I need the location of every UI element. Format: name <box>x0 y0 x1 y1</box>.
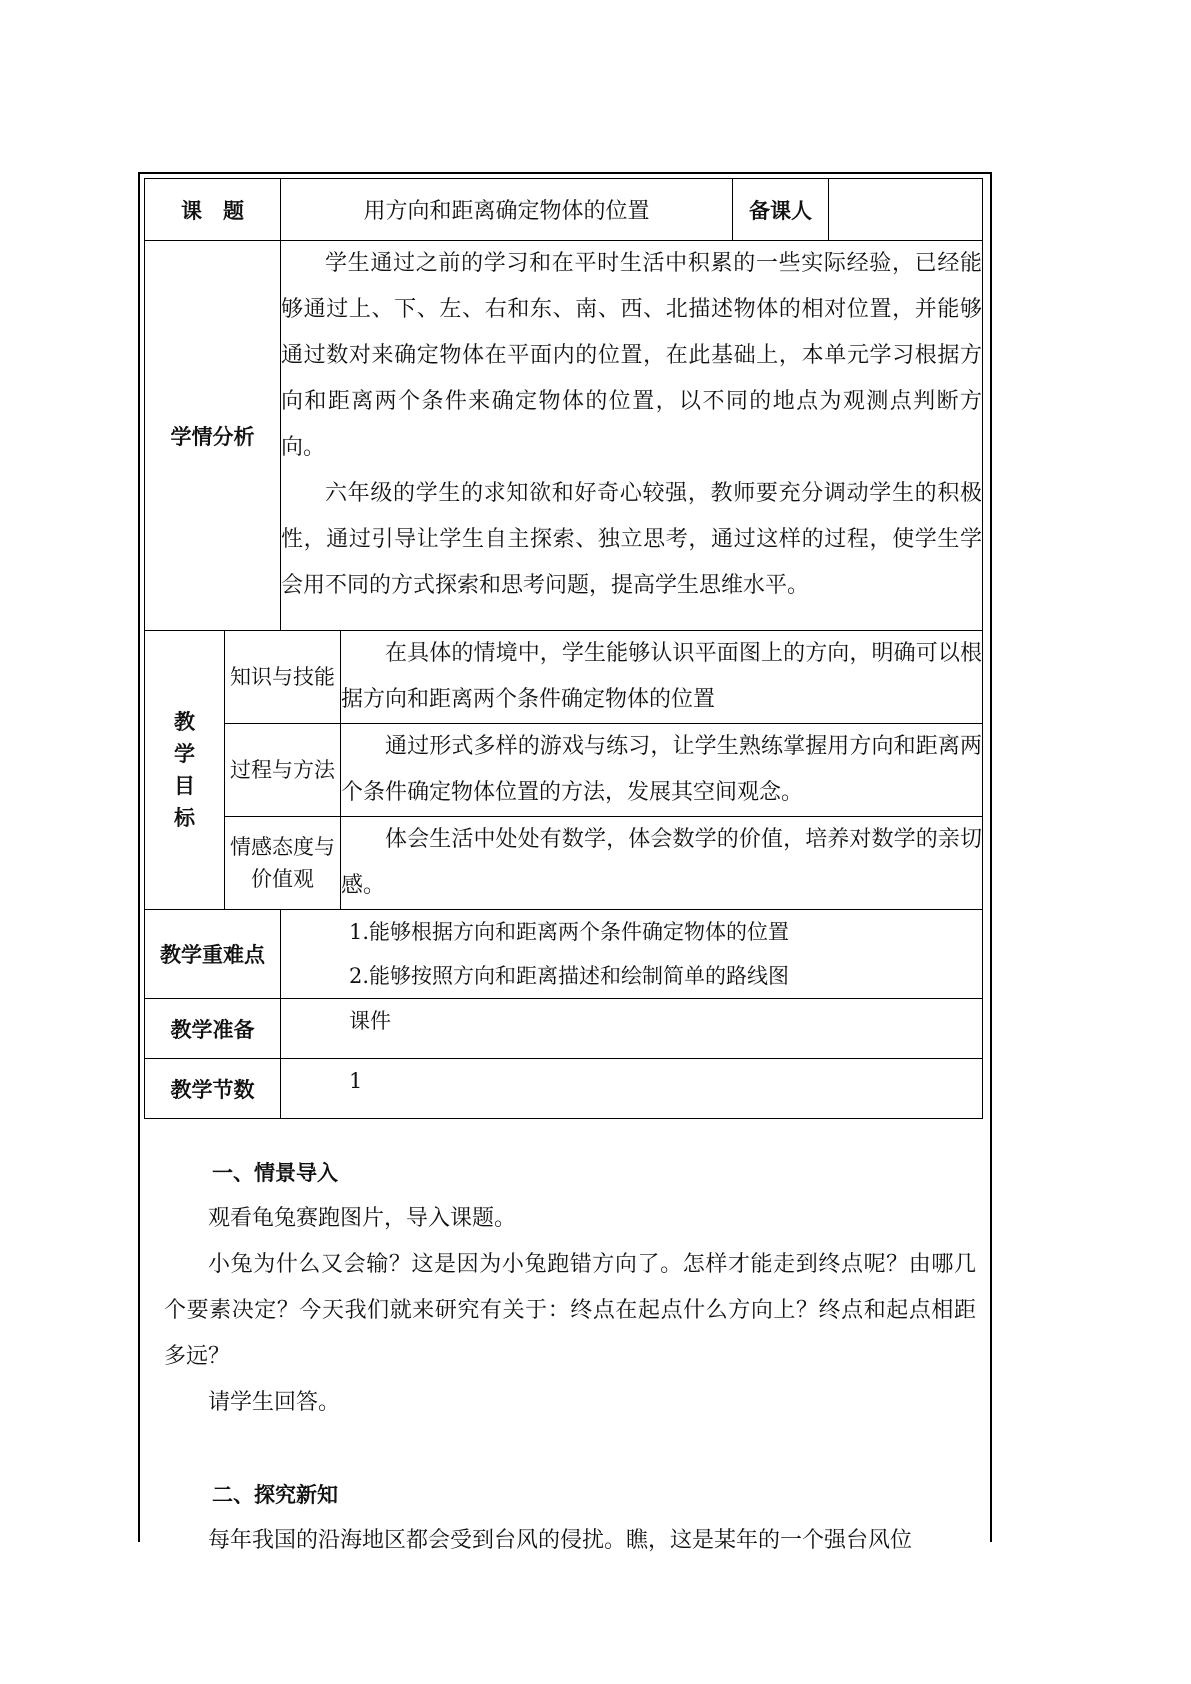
objective-name-line: 价值观 <box>251 867 314 891</box>
preparer-value <box>829 179 983 241</box>
periods-content <box>281 1059 983 1119</box>
process-paragraph: 每年我国的沿海地区都会受到台风的侵扰。瞧，这是某年的一个强台风位 <box>208 1528 913 1553</box>
key-point-item: 2.能够按照方向和距离描述和绘制简单的路线图 <box>349 964 790 988</box>
objectives-label-char: 学 <box>174 742 195 766</box>
objective-text-emotion <box>341 817 983 910</box>
objectives-label-char: 教 <box>174 710 195 734</box>
objectives-label-char: 标 <box>174 806 195 830</box>
spacer <box>164 1426 976 1472</box>
preparation-label: 教学准备 <box>145 999 281 1059</box>
objective-text: 通过形式多样的游戏与练习，让学生熟练掌握用方向和距离两个条件确定物体位置的方法，发展其空间观念。 <box>341 734 983 805</box>
key-points-content <box>281 910 983 999</box>
objective-text: 体会生活中处处有数学，体会数学的价值，培养对数学的亲切感。 <box>341 827 983 898</box>
objective-name-line: 情感态度与 <box>230 835 335 859</box>
objective-text-process <box>341 724 983 817</box>
objective-name-knowledge: 知识与技能 <box>225 631 341 724</box>
process-paragraph: 观看龟兔赛跑图片，导入课题。 <box>208 1206 517 1231</box>
key-point-item: 1.能够根据方向和距离两个条件确定物体的位置 <box>349 920 790 944</box>
process-paragraph: 请学生回答。 <box>208 1390 341 1415</box>
objective-name-emotion <box>225 817 341 910</box>
section-title: 二、探究新知 <box>212 1483 338 1507</box>
key-points-label: 教学重难点 <box>145 910 281 999</box>
objectives-label <box>145 631 225 910</box>
teaching-process <box>164 1150 976 1564</box>
analysis-content <box>281 241 983 631</box>
lesson-plan-sheet <box>138 172 992 1553</box>
topic-label: 课 题 <box>145 179 281 241</box>
objective-name-process: 过程与方法 <box>225 724 341 817</box>
topic-value: 用方向和距离确定物体的位置 <box>281 179 733 241</box>
section-title: 一、情景导入 <box>212 1161 338 1185</box>
analysis-paragraph: 学生通过之前的学习和在平时生活中积累的一些实际经验，已经能够通过上、下、左、右和东、南、西、北描述物体的相对位置，并能够通过数对来确定物体在平面内的位置，在此基础上，本单元学习根据方向和距离两个条件来确定物体的位置，以不同的地点为观测点判断方向。 <box>281 251 983 460</box>
analysis-paragraph: 六年级的学生的求知欲和好奇心较强，教师要充分调动学生的积极性，通过引导让学生自主探索、独立思考，通过这样的过程，使学生学会用不同的方式探索和思考问题，提高学生思维水平。 <box>281 481 983 598</box>
objectives-label-char: 目 <box>174 774 195 798</box>
lesson-plan-table <box>144 178 983 1119</box>
process-paragraph: 小兔为什么又会输？这是因为小兔跑错方向了。怎样才能走到终点呢？由哪几个要素决定？今天我们就来研究有关于：终点在起点什么方向上？终点和起点相距多远？ <box>164 1252 976 1369</box>
preparer-label: 备课人 <box>733 179 829 241</box>
preparation-content <box>281 999 983 1059</box>
objective-text: 在具体的情境中，学生能够认识平面图上的方向，明确可以根据方向和距离两个条件确定物体的位置 <box>341 641 983 712</box>
periods-label: 教学节数 <box>145 1059 281 1119</box>
periods-value: 1 <box>349 1069 363 1093</box>
preparation-value: 课件 <box>349 1009 391 1033</box>
analysis-label: 学情分析 <box>145 241 281 631</box>
objective-text-knowledge <box>341 631 983 724</box>
